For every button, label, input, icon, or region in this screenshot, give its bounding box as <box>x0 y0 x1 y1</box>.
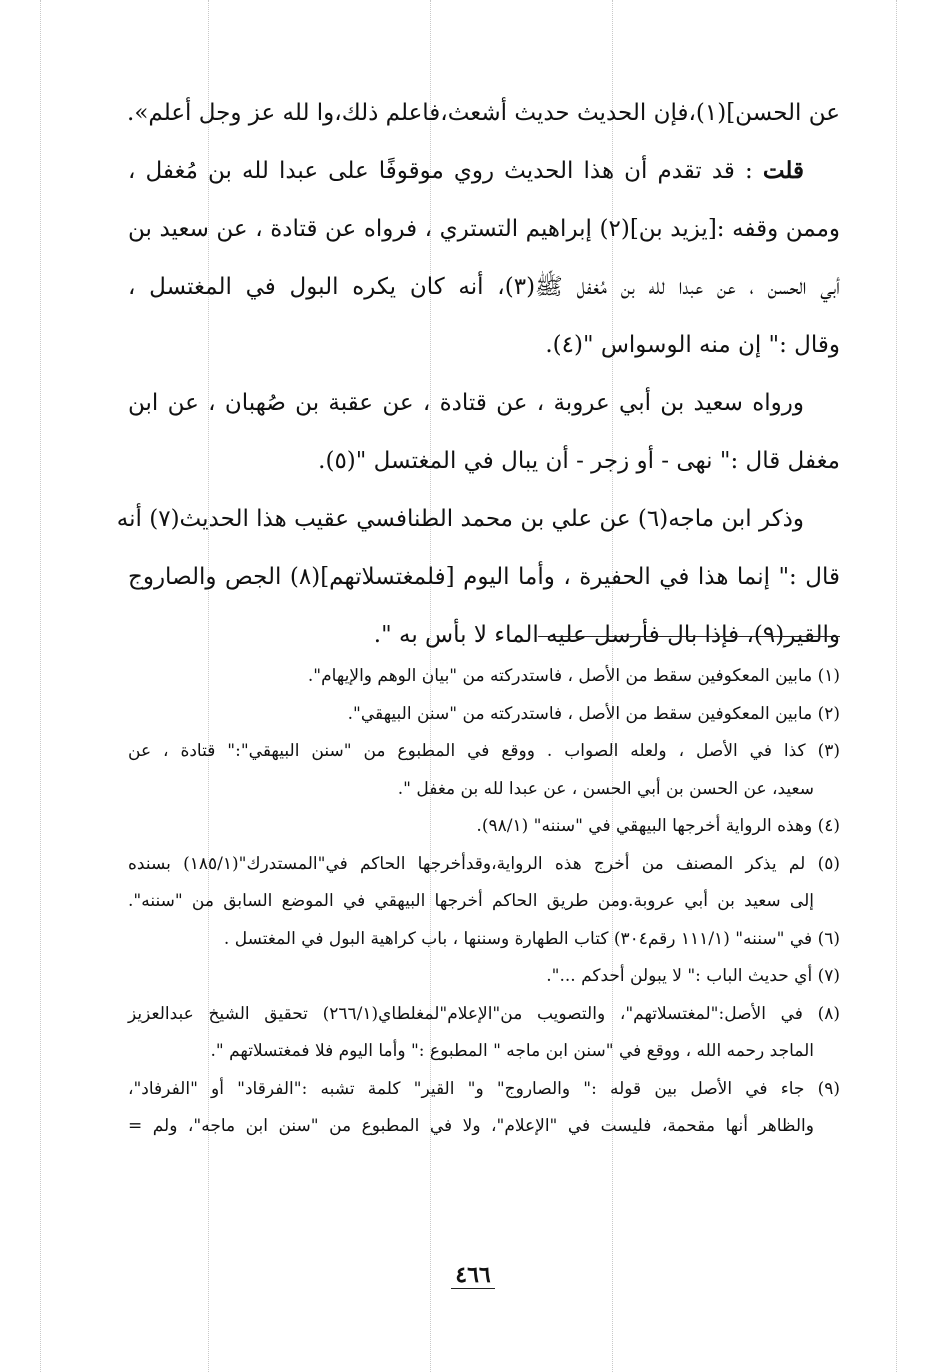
footnote-line: (٩) جاء في الأصل بين قوله :" والصاروج" و" القير" كلمة تشبه :"الفرقاد" أو "الفرفاد"، <box>128 1078 840 1099</box>
body-line: والقير(٩)، فإذا بال فأرسل عليه الماء لا بأس به ". <box>373 622 840 648</box>
body-line: وقال :" إن منه الوسواس "(٤). <box>545 332 840 358</box>
body-line: ورواه سعيد بن أبي عروبة ، عن قتادة ، عن عقبة بن صُهبان ، عن ابن <box>128 390 804 416</box>
scan-dots <box>40 0 41 1372</box>
body-line: أبي الحسن ، عن عبدا لله بن مُغفل ﷺ(٣)، أنه كان يكره البول في المغتسل ، <box>128 274 841 300</box>
page-number: ٤٦٦ <box>0 1262 946 1288</box>
footnote-line: (١) مابين المعكوفين سقط من الأصل ، فاستدركته من "بيان الوهم والإيهام". <box>307 666 840 686</box>
footnote-line: (٥) لم يذكر المصنف من أخرج هذه الرواية،وقدأخرجها الحاكم في"المستدرك"(١٨٥/١) بسنده <box>128 853 840 874</box>
body-line: وذكر ابن ماجه(٦) عن علي بن محمد الطنافسي عقيب هذا الحديث(٧) أنه <box>116 506 804 532</box>
body-line: قلت : قد تقدم أن هذا الحديث روي موقوفًا على عبدا لله بن مُغفل ، <box>128 157 805 184</box>
footnote-line: سعيد، عن الحسن بن أبي الحسن ، عن عبدا لله بن مغفل ". <box>397 778 814 799</box>
footnote-line: (٨) في الأصل:"لمغتسلاتهم"، والتصويب من"الإعلام"لمغلطاي(٢٦٦/١) تحقيق الشيخ عبدالعزيز <box>128 1003 840 1024</box>
footnotes <box>128 658 840 1146</box>
footnote-separator <box>538 636 840 637</box>
footnote-line: (٣) كذا في الأصل ، ولعله الصواب . ووقع في المطبوع من "سنن البيهقي":" قتادة ، عن <box>128 741 840 761</box>
footnote-line: والظاهر أنها مقحمة، فليست في "الإعلام"، ولا في المطبوع من "سنن ابن ماجه"، ولم = <box>128 1116 814 1136</box>
scan-dots <box>896 0 897 1372</box>
footnote-line: الماجد رحمه الله ، ووقع في "سنن ابن ماجه " المطبوع :" وأما اليوم فلا فمغتسلاتهم ". <box>210 1041 814 1061</box>
footnote-line: (٦) في "سننه" (١١١/١ رقم٣٠٤) كتاب الطهارة وسننها ، باب كراهية البول في المغتسل . <box>223 928 840 949</box>
body-line: عن الحسن](١)،فإن الحديث حديث أشعث،فاعلم ذلك،وا لله عز وجل أعلم». <box>127 100 840 126</box>
footnote-line: إلى سعيد بن أبي عروبة.ومن طريق الحاكم أخرجها البيهقي في الموضع السابق من "سننه". <box>128 891 814 911</box>
main-text <box>116 84 841 664</box>
footnote-line: (٤) وهذه الرواية أخرجها البيهقي في "سننه" (٩٨/١). <box>476 816 840 836</box>
footnote-line: (٧) أي حديث الباب :" لا يبولن أحدكم ...". <box>546 966 840 986</box>
body-line: قال :" إنما هذا في الحفيرة ، وأما اليوم [فلمغتسلاتهم](٨) الجص والصاروج <box>128 564 840 590</box>
footnote-line: (٢) مابين المعكوفين سقط من الأصل ، فاستدركته من "سنن البيهقي". <box>347 703 840 724</box>
body-line: وممن وقفه :[يزيد بن](٢) إبراهيم التستري ، فرواه عن قتادة ، عن سعيد بن <box>128 216 840 242</box>
body-line: مغفل قال :" نهى - أو زجر - أن يبال في المغتسل "(٥). <box>318 448 840 474</box>
qult-label: قلت <box>762 157 805 184</box>
